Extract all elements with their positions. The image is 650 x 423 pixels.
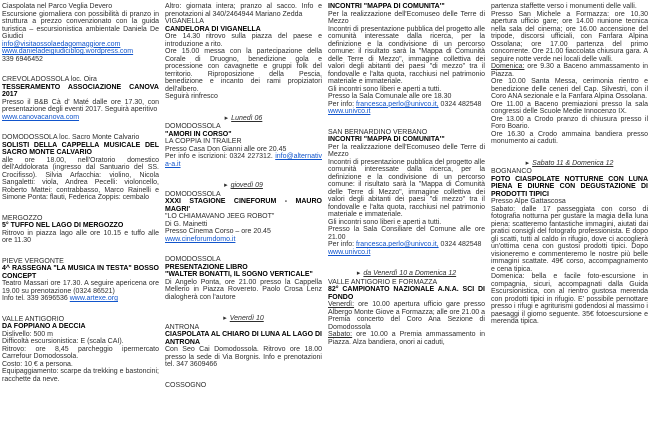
paragraph — [2, 157, 159, 202]
text-run: COSSOGNO — [165, 381, 207, 389]
paragraph — [2, 3, 159, 11]
text-run: Con Seo Cai Domodossola. Ritrovo ore 18.00 presso la sede di Via Borgnis. Info e prenotazioni tel. 347 3609466 — [165, 346, 322, 368]
underlined-lead: Domenica: — [491, 63, 525, 70]
day-header — [165, 182, 322, 190]
text-run: CREVOLADOSSOLA loc. Oira — [2, 76, 97, 83]
paragraph — [165, 382, 322, 390]
text-run: "WALTER BONATTI, IL SOGNO VERTICALE" — [165, 271, 313, 278]
event-title — [165, 131, 322, 139]
hyperlink[interactable]: www.univco.it — [328, 248, 371, 256]
paragraph — [165, 213, 322, 221]
text-run: Incontri di presentazione pubblica del progetto alle comunità interessate dalla ricerca, per la definizione e la condivisione di un percorso comune: il risultato sarà la "Mappa di Comunità delle Terre di Mezzo", immagine collettiva dei valori degli abitanti dei paesi "di mezzo" tra il fondovalle e l'alta quota, racchiusi nel patrimonio materiale e immateriale. — [328, 158, 485, 218]
paragraph — [2, 361, 159, 369]
text-run: ore 9.30 a Baceno ammassamento in Piazza. — [491, 63, 648, 78]
paragraph — [491, 3, 648, 11]
paragraph — [328, 26, 485, 86]
paragraph — [2, 76, 159, 84]
paragraph — [491, 131, 648, 146]
paragraph — [165, 256, 322, 264]
paragraph — [328, 86, 485, 94]
hyperlink[interactable]: info@alternativa-a.it — [165, 153, 322, 168]
text-run: alle ore 18.00, nell'Oratorio domestico dell'Addolorata (ingresso dal Santuario del SS. Crocifisso). Silvia Arfacchia: violino, Nicola Sangaletti: viola, Andrea Pecelli: violoncello, Roberto Mattei: contrabbasso, Marco Rainelli e Simone Ponta: flauti, Federica Zoppis: cembalo — [2, 156, 159, 201]
hyperlink-line — [2, 48, 159, 56]
paragraph — [2, 215, 159, 223]
section-spacer — [165, 369, 322, 382]
text-run: MERGOZZO — [2, 214, 43, 222]
text-run: 339 6946452 — [2, 55, 43, 63]
hyperlink[interactable]: www.danieladeigiudiciblog.wordpress.com — [2, 48, 134, 55]
text-run: Ore 15.00 messa con la partecipazione della Corale di Druogno, benedizione gola e processione con cavagnette e gruppi folk del territorio. Riproposizione della Pescia, benedizione e incanto dei rami propiziatori dell'albero. — [165, 48, 322, 93]
text-run: DOMODOSSOLA — [165, 256, 221, 263]
section-spacer — [165, 168, 322, 181]
text-run: Per info: — [328, 241, 357, 248]
text-run: Teatro Massari ore 17.30. A seguire apericena ore 19.00 su prenotazione (0324 86521) — [2, 280, 159, 295]
paragraph — [328, 159, 485, 219]
paragraph — [2, 56, 159, 64]
text-run: VALLE ANTIGORIO E FORMAZZA — [328, 278, 438, 286]
paragraph — [491, 116, 648, 131]
paragraph — [165, 123, 322, 131]
text-run: Per la realizzazione dell'Ecomuseo delle Terre di Mezzo — [328, 143, 485, 158]
arrow-bullet-icon: ▸ — [224, 114, 229, 122]
column-4 — [491, 3, 648, 389]
section-spacer — [328, 116, 485, 129]
column-2 — [165, 3, 322, 389]
paragraph — [2, 280, 159, 295]
paragraph — [2, 230, 159, 245]
event-title — [2, 265, 159, 280]
event-title — [165, 331, 322, 346]
text-run: Sabato: dalle 17 passeggiata con corso di fotografia notturna per gustare la magia della luna piena: scatteremo fantastiche immagini, aiutati dai pratici consigli del fotografo professionista. E dopo gli scatti, tutti al caldo in rifugio, dove ci accoglierà un'ottima cena con gustosi prodotti tipici. Dopo visioneremo e commenteremo le nostre più belle immagini scattate. 49€ corso, accompagnamento e cena tipica. — [491, 205, 648, 273]
paragraph — [328, 226, 485, 241]
event-title — [165, 198, 322, 213]
text-run: Presso San Michele a Formazza: ore 10.30 apertura ufficio gare; ore 14.00 riunione tecnica nella sala del cinema; ore 16.00 accensione del tripode, discorsi ufficiali, con Fanfara Alpina Ossolana; ore 17.00 partenza del primo concorrente. Ore 21.00 fiaccolata chiusura gara. A seguire notte verde nei locali delle valli. — [491, 10, 648, 63]
paragraph — [491, 78, 648, 101]
section-spacer — [165, 101, 322, 114]
text-run: VALLE ANTIGORIO — [2, 315, 65, 323]
event-title — [328, 286, 485, 301]
text-run: Gli incontri sono liberi e aperti a tutti. — [328, 85, 442, 93]
text-run: Di Angelo Ponta, ore 21.00 presso la Cappella Mellerio in Piazza Rovereto. Paolo Crosa Lenz dialogherà con l'autore — [165, 278, 322, 301]
paragraph — [2, 11, 159, 41]
text-run: CANDELORA DI VIGANELLA — [165, 25, 261, 33]
paragraph — [165, 153, 322, 168]
paragraph — [491, 63, 648, 78]
text-run: TESSERAMENTO ASSOCIAZIONE CANOVA 2017 — [2, 83, 159, 98]
text-run: ore 10.00 apertura ufficio gare presso Albergo Monte Giove a Formazza; alle ore 21.00 a Premia concerto del Coro Ana Sezione di Domodossola — [328, 301, 485, 331]
text-run: Costo: 10 € a persona. — [2, 360, 73, 368]
arrow-bullet-icon: ▸ — [224, 182, 228, 189]
event-title — [328, 136, 485, 144]
hyperlink[interactable]: www.univco.it — [328, 108, 371, 115]
day-header — [165, 315, 322, 323]
text-run: DOMODOSSOLA loc. Sacro Monte Calvario — [2, 134, 140, 141]
text-run: Ritrovo: ore 8,45 parcheggio ipermercato Carrefour Domodossola. — [2, 345, 159, 360]
text-run: Incontri di presentazione pubblica del progetto alle comunità interessate dalla ricerca, per la definizione e la condivisione di un percorso comune: il risultato sarà la "Mappa di Comunità delle Terre di Mezzo", immagine collettiva dei valori degli abitanti dei paesi "di mezzo" tra il fondovalle e l'alta quota, racchiusi nel patrimonio materiale e immateriale. — [328, 25, 485, 85]
day-label: giovedì 09 — [230, 182, 263, 189]
hyperlink[interactable]: francesca.perlo@univco.it, — [356, 100, 439, 108]
text-run: PRESENTAZIONE LIBRO — [165, 263, 248, 271]
hyperlink[interactable]: www.canovacanova.com — [2, 113, 80, 121]
day-label: Sabato 11 & Domenica 12 — [532, 159, 614, 167]
text-run: Presso Cinema Corso – ore 20.45 — [165, 228, 271, 235]
hyperlink[interactable]: www.artexe.org — [69, 295, 118, 302]
day-label: da Venerdì 10 a Domenica 12 — [363, 270, 457, 277]
text-run: Ritrovo in piazza lago alle ore 10.15 e tuffo alle ore 11.30 — [2, 229, 159, 244]
text-run: Presso la Sala Consiliare del Comune alle ore 21.00 — [328, 226, 485, 241]
paragraph — [328, 241, 485, 249]
section-spacer — [2, 121, 159, 134]
underlined-lead: Sabato: — [328, 331, 353, 338]
text-run: Per info: — [328, 100, 357, 108]
text-run: INCONTRI "MAPPA DI COMUNITA'" — [328, 136, 445, 143]
section-spacer — [2, 202, 159, 215]
hyperlink[interactable]: www.cineforumdomo.it — [165, 235, 236, 243]
text-run: Altro: giornata intera; pranzo al sacco. Info e prenotazioni al 340/2464944 Mariano Zedda — [165, 3, 322, 18]
text-run: Ore 13.00 a Crodo pranzo di chiusura presso il Foro Boario. — [491, 115, 648, 130]
text-run: CIASPOLATA AL CHIARO DI LUNA AL LAGO DI ANTRONA — [165, 331, 322, 346]
paragraph — [165, 93, 322, 101]
paragraph — [165, 138, 322, 146]
text-run: Ore 10.00 Santa Messa, cerimonia rientro e benedizione delle ceneri del Cap. Silvestri, con il Coro ANA sezionale e la Fanfara Alpina Ossolana. — [491, 78, 648, 100]
text-run: 0324 482548 — [438, 241, 482, 248]
paragraph — [328, 279, 485, 287]
text-run: Per la realizzazione dell'Ecomuseo delle Terre di Mezzo — [328, 10, 485, 25]
paragraph — [491, 206, 648, 274]
text-run: "AMORI IN CORSO" — [165, 130, 232, 138]
text-run: Difficoltà escursionistica: E (scala CAI). — [2, 338, 124, 345]
underlined-lead: Venerdì: — [328, 301, 355, 308]
text-run: Presso Casa Don Gianni alle ore 20.45 — [165, 145, 287, 153]
text-run: VIGANELLA — [165, 18, 204, 25]
day-header — [328, 270, 485, 278]
text-run: Equipaggiamento: scarpe da trekking e bastoncini; racchette da neve. — [2, 368, 159, 383]
text-run: Ore 14.30 ritrovo sulla piazza del paese e introduzione a rito. — [165, 33, 322, 48]
event-title — [2, 222, 159, 230]
paragraph — [2, 346, 159, 361]
section-spacer — [165, 301, 322, 314]
text-run: FOTO CIASPOLATE NOTTURNE CON LUNA PIENA E DIURNE CON DEGUSTAZIONE DI PRODOTTI TIPICI — [491, 175, 648, 198]
day-label: Lunedì 06 — [231, 114, 263, 122]
text-run: Ore 11.00 a Baceno premiazioni presso la sala congressi delle Scuole Medie Innocenzo IX. — [491, 100, 648, 115]
paragraph — [328, 11, 485, 26]
paragraph — [165, 279, 322, 302]
paragraph — [165, 48, 322, 93]
paragraph — [328, 93, 485, 101]
text-run: 0324 482548 — [438, 100, 482, 108]
paragraph — [165, 346, 322, 369]
paragraph — [165, 33, 322, 48]
paragraph — [165, 324, 322, 332]
text-run: Presso la Sala Comunale alle ore 18.30 — [328, 93, 452, 100]
paragraph — [2, 99, 159, 114]
text-run: Ore 16.30 a Crodo ammaina bandiera presso monumento ai caduti. — [491, 130, 648, 145]
section-spacer — [491, 146, 648, 159]
paragraph — [328, 219, 485, 227]
event-title — [491, 176, 648, 199]
hyperlink-line — [328, 249, 485, 257]
text-run: DOMODOSSOLA — [165, 123, 221, 130]
paragraph — [328, 101, 485, 109]
text-run: Seguirà rinfresco — [165, 93, 218, 100]
section-spacer — [2, 63, 159, 76]
text-run: Ciaspolata nel Parco Veglia Devero — [2, 3, 113, 10]
text-run: 82° CAMPIONATO NAZIONALE A.N.A. SCI DI FONDO — [328, 286, 485, 301]
paragraph — [328, 129, 485, 137]
text-run: DOMODOSSOLA — [165, 190, 221, 198]
paragraph — [328, 301, 485, 331]
hyperlink[interactable]: francesca.perlo@univco.it, — [356, 241, 439, 248]
text-run: PIEVE VERGONTE — [2, 257, 64, 265]
hyperlink-line — [165, 236, 322, 244]
section-spacer — [2, 303, 159, 316]
hyperlink[interactable]: info@visitaossolaedagomaggiore.com — [2, 40, 121, 48]
text-run: Gli incontri sono liberi e aperti a tutti. — [328, 218, 442, 226]
hyperlink-line — [2, 41, 159, 49]
text-run: Info tel. 339 3696536 — [2, 295, 70, 302]
text-run: Presso Alpe Gattascosa — [491, 198, 566, 205]
text-run: BOGNANCO — [491, 168, 532, 175]
paragraph — [491, 273, 648, 326]
text-run: "LO CHIAMAVANO JEEG ROBOT" — [165, 213, 275, 220]
paragraph — [2, 331, 159, 339]
text-run: ore 10.00 a Premia ammassamento in Piazza. Alza bandiera, onori ai caduti, — [328, 331, 485, 346]
paragraph — [2, 368, 159, 383]
text-run: 4^ RASSEGNA "LA MUSICA IN TESTA" BOSSO CONCEPT — [2, 265, 159, 280]
paragraph — [491, 101, 648, 116]
text-run: Di G. Mainetti — [165, 220, 208, 228]
arrow-bullet-icon: ▸ — [525, 159, 530, 167]
paragraph — [2, 295, 159, 303]
paragraph — [2, 134, 159, 142]
text-run: XXXI STAGIONE CINEFORUM - MAURO MAGRI' — [165, 198, 322, 213]
paragraph — [165, 3, 322, 18]
section-spacer — [328, 256, 485, 269]
arrow-bullet-icon: ▸ — [356, 270, 361, 277]
event-title — [165, 271, 322, 279]
day-header — [165, 115, 322, 123]
event-title — [2, 142, 159, 157]
column-3 — [328, 3, 485, 389]
text-run: Per info e iscrizioni: 0324 227312. — [165, 153, 276, 160]
paragraph — [328, 331, 485, 346]
section-spacer — [165, 243, 322, 256]
paragraph — [491, 198, 648, 206]
day-label: Venerdì 10 — [229, 315, 264, 322]
paragraph — [491, 11, 648, 64]
paragraph — [2, 338, 159, 346]
text-run: LA COPPIA IN TRAILER — [165, 138, 242, 145]
paragraph — [165, 18, 322, 26]
hyperlink-line — [2, 114, 159, 122]
paragraph — [165, 228, 322, 236]
paragraph — [165, 191, 322, 199]
paragraph — [491, 168, 648, 176]
event-title — [2, 323, 159, 331]
text-run: Presso il B&B Cà d' Maté dalle ore 17.30, con presentazione degli eventi 2017. Seguirà aperitivo — [2, 98, 159, 113]
text-run: SOLISTI DELLA CAPPELLA MUSICALE DEL SACRO MONTE CALVARIO — [2, 141, 159, 156]
arrow-bullet-icon: ▸ — [223, 315, 227, 322]
paragraph — [328, 144, 485, 159]
paragraph — [165, 146, 322, 154]
text-run: INCONTRI "MAPPA DI COMUNITA'" — [328, 3, 445, 10]
hyperlink-line — [328, 108, 485, 116]
day-header — [491, 160, 648, 168]
text-run: ANTRONA — [165, 323, 200, 331]
paragraph — [2, 316, 159, 324]
text-run: SAN BERNARDINO VERBANO — [328, 128, 428, 136]
section-spacer — [2, 245, 159, 258]
paragraph — [165, 221, 322, 229]
text-run: Dislivello: 500 m — [2, 330, 53, 338]
column-1 — [2, 3, 159, 389]
text-run: partenza staffette verso i monumenti delle valli. — [491, 3, 637, 10]
text-run: 5° TUFFO NEL LAGO DI MERGOZZO — [2, 222, 124, 229]
event-title — [2, 84, 159, 99]
event-title — [328, 3, 485, 11]
text-run: DA FOPPIANO A DECCIA — [2, 323, 86, 330]
text-run: Escursione giornaliera con possibilità di pranzo in struttura a prezzo convenzionato con la guida turistica – escursionistica ambientale Daniela De Giudici — [2, 10, 159, 40]
text-run: Domenica: bella e facile foto-escursione in compagnia, sicuri, accompagnati dalla Guida Escursionistica, con al rientro gustosa merenda con prodotti tipici in rifugio. E' possibile pernottare presso i rifugi e agriturismi godendosi al massimo i paesaggi il giorno seguente. 35€ fotoescursione e merenda tipica. — [491, 273, 648, 325]
event-title — [165, 26, 322, 34]
event-title — [165, 264, 322, 272]
paragraph — [2, 258, 159, 266]
